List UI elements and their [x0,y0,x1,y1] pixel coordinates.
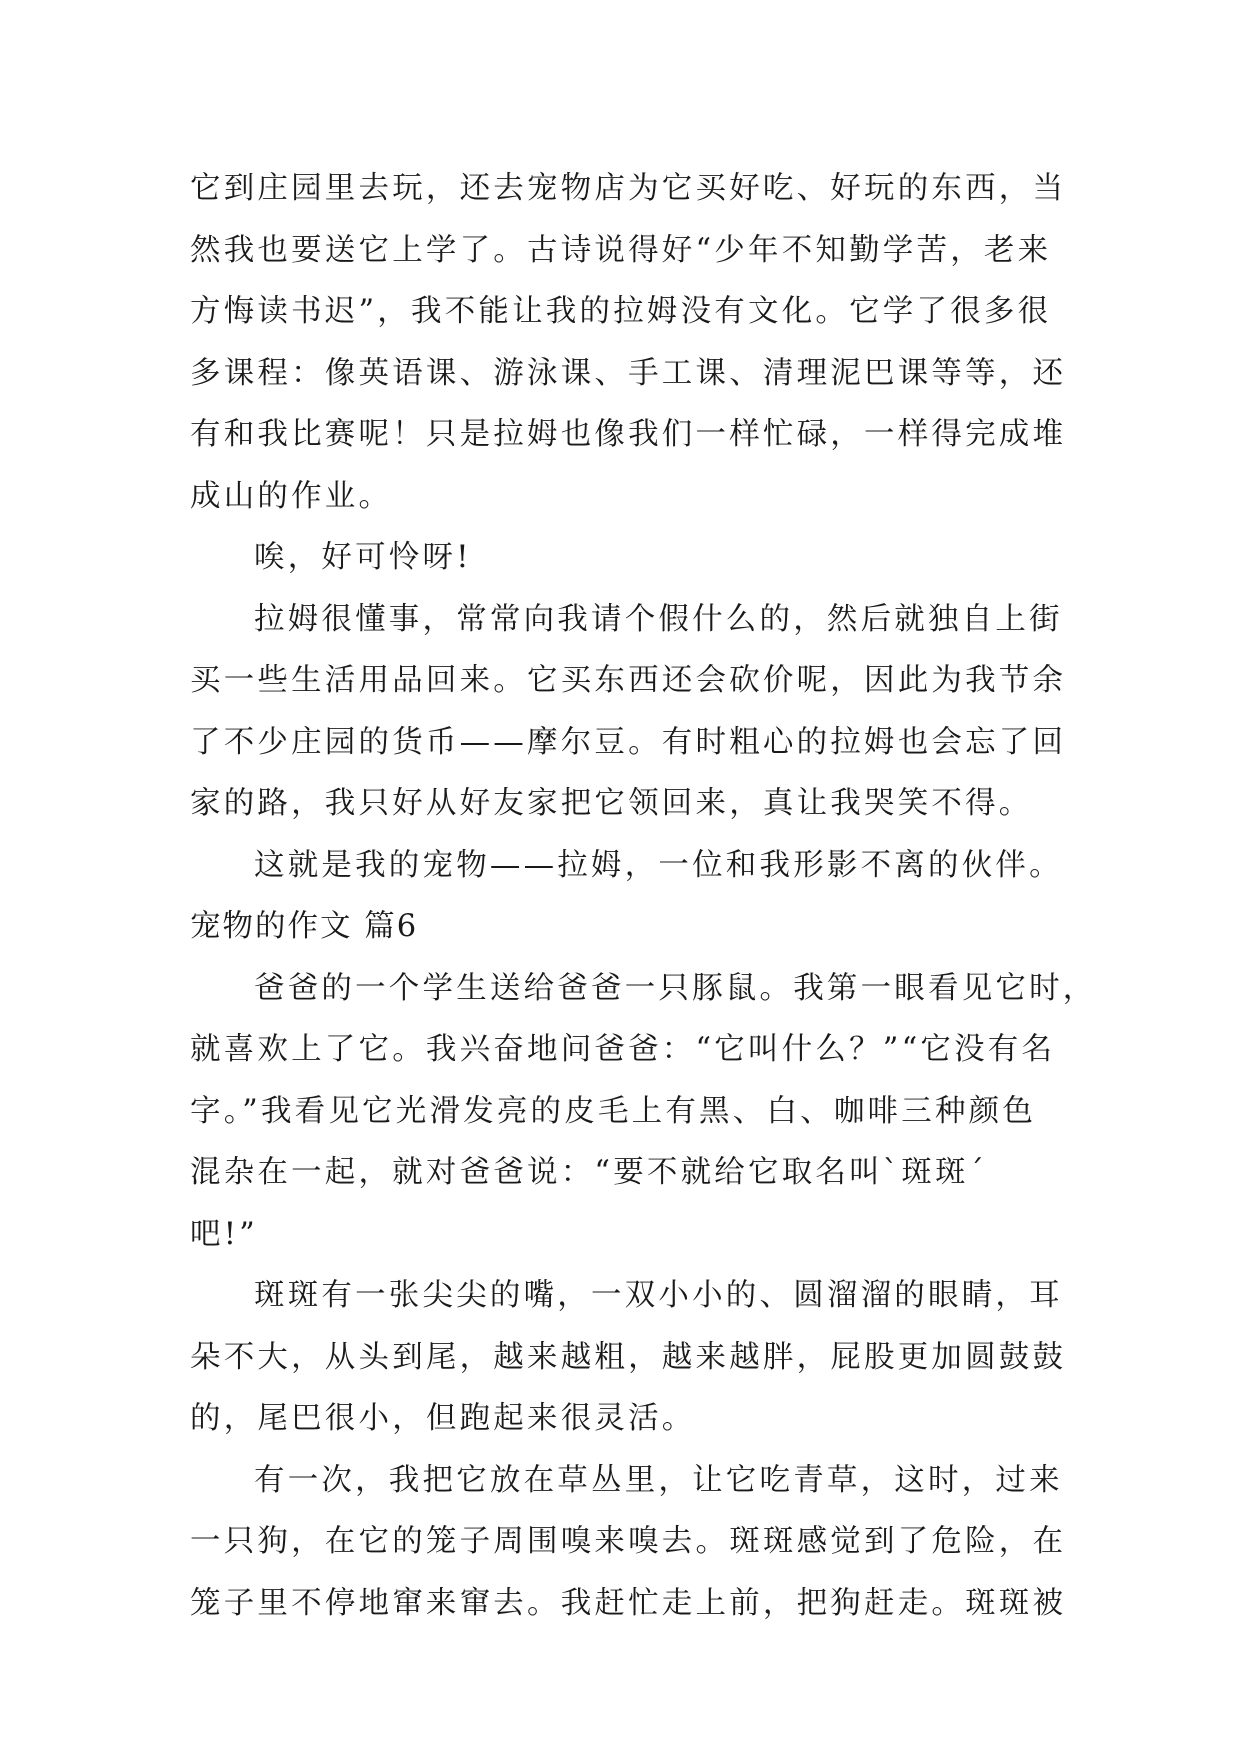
text-line: 吧!” [190,1216,258,1252]
text-line: 方悔读书迟”，我不能让我的拉姆没有文化。它学了很多很 [190,294,1052,329]
text-line: 的，尾巴很小，但跑起来很灵活。 [190,1401,696,1436]
text-line: 朵不大，从头到尾，越来越粗，越来越胖，屁股更加圆鼓鼓 [190,1339,1067,1375]
text-line: 字。”我看见它光滑发亮的皮毛上有黑、白、咖啡三种颜色 [190,1093,1037,1129]
text-line: 然我也要送它上学了。古诗说得好“少年不知勤学苦，老来 [190,232,1052,268]
text-line: 多课程：像英语课、游泳课、手工课、清理泥巴课等等，还 [190,355,1067,391]
text-line: 这就是我的宠物——拉姆，一位和我形影不离的伙伴。 [254,847,1063,883]
text-line: 家的路，我只好从好友家把它领回来，真让我哭笑不得。 [190,786,1033,821]
text-line: 有一次，我把它放在草丛里，让它吃青草，这时，过来 [254,1462,1063,1498]
text-line: 混杂在一起，就对爸爸说：“要不就给它取名叫`斑斑´ [190,1155,988,1190]
text-line: 成山的作业。 [190,478,393,514]
section-heading: 宠物的作文 篇6 [190,909,419,944]
text-line: 爸爸的一个学生送给爸爸一只豚鼠。我第一眼看见它时， [254,970,1097,1006]
text-line: 斑斑有一张尖尖的嘴，一双小小的、圆溜溜的眼睛，耳 [254,1278,1063,1313]
essay-body [190,158,1097,1634]
text-line: 有和我比赛呢！只是拉姆也像我们一样忙碌，一样得完成堆 [190,417,1067,452]
text-line: 一只狗，在它的笼子周围嗅来嗅去。斑斑感觉到了危险，在 [190,1524,1067,1559]
text-line: 它到庄园里去玩，还去宠物店为它买好吃、好玩的东西，当 [190,171,1067,206]
text-line: 笼子里不停地窜来窜去。我赶忙走上前，把狗赶走。斑斑被 [190,1585,1067,1621]
text-line: 唉，好可怜呀! [254,540,472,575]
text-line: 拉姆很懂事，常常向我请个假什么的，然后就独自上街 [254,601,1063,637]
text-line: 了不少庄园的货币——摩尔豆。有时粗心的拉姆也会忘了回 [190,724,1067,760]
text-line: 就喜欢上了它。我兴奋地问爸爸：“它叫什么？”“它没有名 [190,1032,1056,1067]
text-line: 买一些生活用品回来。它买东西还会砍价呢，因此为我节余 [190,663,1067,698]
